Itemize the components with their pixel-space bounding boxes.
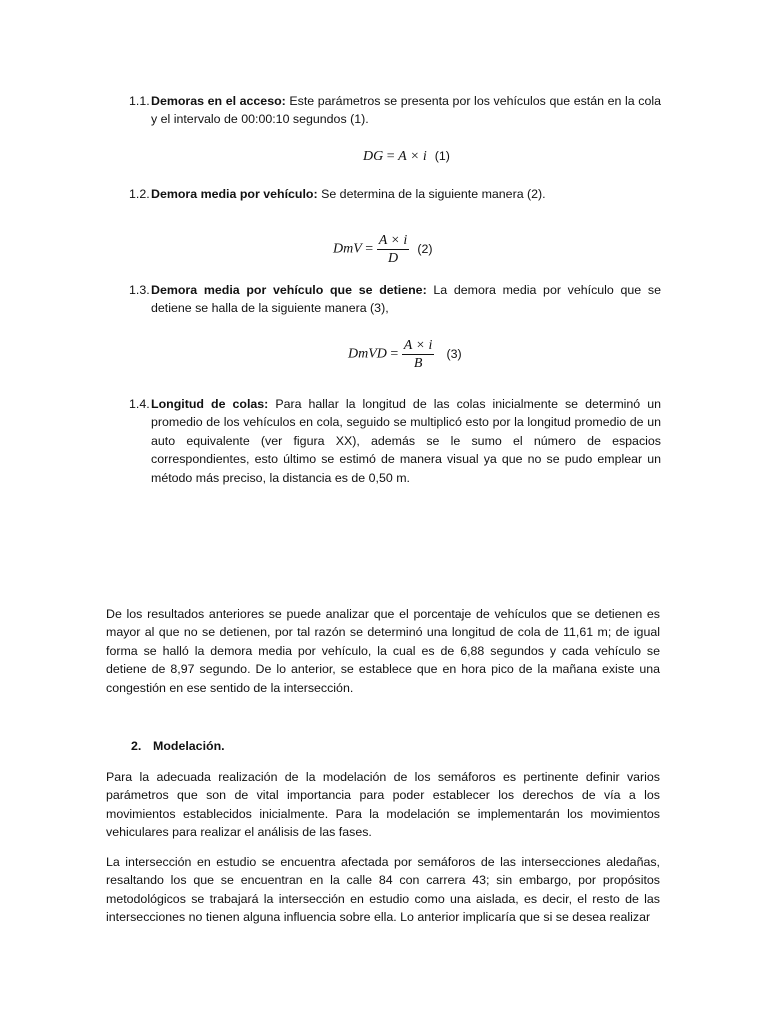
- list-item-1-4: [129, 395, 661, 487]
- equation-3: DmVD = $\frac{A \times i}{B}$ (3): [348, 338, 462, 371]
- equation-tag: (2): [417, 241, 433, 256]
- modelacion-paragraph: Para la adecuada realización de la modelación de los semáforos es pertinente definir varios parámetros que son de vital importancia para poder establecer los derechos de vía a los movimientos establecidos inicialmente. Para la modelación se implementarán los movimientos vehiculares para realizar el análisis de las fases.: [106, 770, 660, 840]
- section-title: Modelación.: [153, 739, 225, 753]
- item-title: Demora media por vehículo:: [151, 187, 318, 201]
- list-item-1-1: [129, 92, 661, 129]
- item-text: La demora media por vehículo que se detiene se halla de la siguiente manera (3),: [151, 283, 661, 316]
- item-text: Para hallar la longitud de las colas inicialmente se determinó un promedio de los vehículos en cola, seguido se multiplicó esto por la longitud promedio de un auto equivalente (ver figura XX), además se le sumo el número de espacios correspondientes, esto último se estimó de manera visual ya que no se pudo emplear un método más preciso, la distancia es de 0,50 m.: [151, 397, 661, 485]
- item-title: Demoras en el acceso:: [151, 94, 286, 108]
- equation-1: DG = A × i (1): [363, 149, 450, 164]
- list-item-1-2: [129, 185, 661, 203]
- item-text: Este parámetros se presenta por los vehículos que están en la cola y el intervalo de 00:00:10 segundos (1).: [151, 94, 661, 127]
- section-number: 2.: [131, 739, 142, 753]
- fraction: $\frac{A \times i}{B}$: [403, 338, 433, 371]
- item-number: 1.3.: [129, 283, 150, 297]
- item-number: 1.4.: [129, 397, 150, 411]
- list-item-1-3: [129, 281, 661, 318]
- item-number: 1.1.: [129, 94, 150, 108]
- fraction: $\frac{A \times i}{D}$: [378, 233, 408, 266]
- section-heading: [131, 737, 225, 755]
- equation-2: DmV = $\frac{A \times i}{D}$ (2): [333, 233, 433, 266]
- item-title: Demora media por vehículo que se detiene:: [151, 283, 427, 297]
- results-paragraph: De los resultados anteriores se puede analizar que el porcentaje de vehículos que se detienen es mayor al que no se detienen, por tal razón se determinó una longitud de cola de 11,61 m; de igual forma se halló la demora media por vehículo, la cual es de 6,88 segundos y cada vehículo se detiene de 8,97 segundo. De lo anterior, se establece que en hora pico de la mañana existe una congestión en ese sentido de la intersección.: [106, 607, 660, 695]
- item-title: Longitud de colas:: [151, 397, 269, 411]
- interseccion-paragraph: La intersección en estudio se encuentra afectada por semáforos de las intersecciones aledañas, resaltando los que se encuentran en la calle 84 con carrera 43; sin embargo, por propósitos metodológicos se trabajará la intersección en estudio como una aislada, es decir, el resto de las intersecciones no tienen alguna influencia sobre ella. Lo anterior implicaría que si se desea realizar: [106, 855, 660, 925]
- item-number: 1.2.: [129, 187, 150, 201]
- equation-tag: (1): [434, 149, 450, 163]
- item-text: Se determina de la siguiente manera (2).: [317, 187, 546, 201]
- equation-tag: (3): [446, 346, 462, 361]
